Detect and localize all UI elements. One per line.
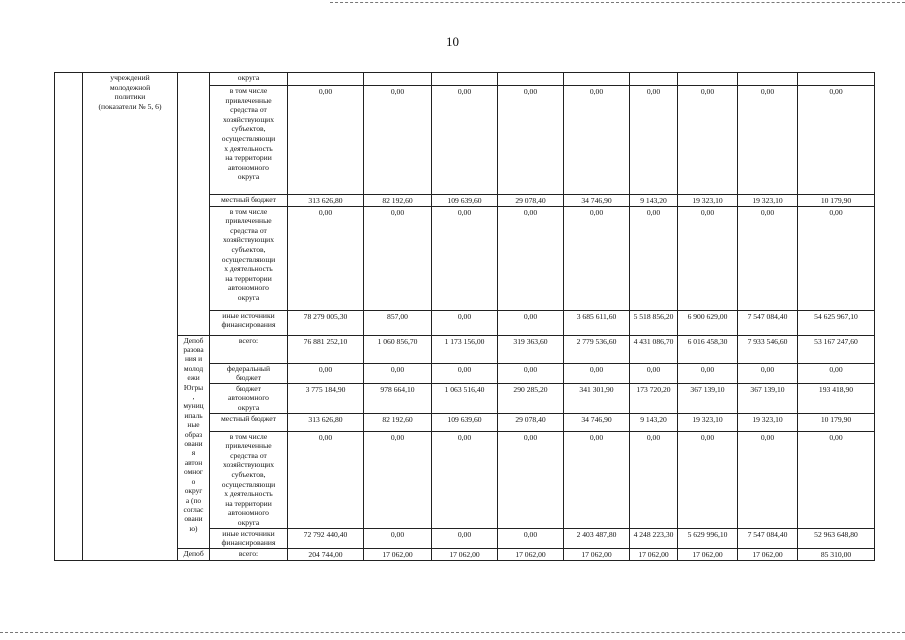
funding-source-label: всего:	[238, 335, 259, 345]
value-cell	[630, 383, 678, 413]
funding-source-cell	[210, 73, 288, 86]
value-cell	[630, 86, 678, 195]
value-text: 9 143,20	[640, 196, 667, 205]
value-cell	[564, 413, 630, 431]
funding-source-cell	[210, 363, 288, 383]
value-text: 76 881 252,10	[303, 336, 348, 346]
value-cell	[678, 383, 738, 413]
value-cell	[364, 73, 432, 86]
value-cell	[364, 86, 432, 195]
value-cell	[738, 548, 798, 560]
program-name-cell	[83, 73, 178, 561]
value-text: 19 323,10	[752, 196, 783, 205]
value-cell	[738, 310, 798, 335]
value-text: 0,00	[390, 364, 405, 374]
value-cell	[798, 310, 875, 335]
value-text: 0,00	[589, 432, 604, 442]
value-text: 7 933 546,60	[747, 336, 788, 346]
funding-source-cell	[210, 528, 288, 548]
value-cell	[498, 206, 564, 310]
value-cell	[498, 528, 564, 548]
value-cell	[630, 206, 678, 310]
value-cell	[364, 548, 432, 560]
value-text: 9 143,20	[640, 414, 667, 424]
value-cell	[498, 431, 564, 528]
value-cell	[288, 431, 364, 528]
value-cell	[630, 335, 678, 363]
funding-source-label: местный бюджет	[220, 195, 277, 204]
number-column-cell	[55, 73, 83, 561]
value-text: 10 179,90	[820, 196, 852, 205]
value-cell	[432, 310, 498, 335]
value-text: 0,00	[523, 311, 538, 321]
value-text: 19 323,10	[692, 196, 723, 205]
executor-cell-youth-dept	[178, 335, 210, 548]
value-cell	[630, 528, 678, 548]
value-text: 0,00	[457, 207, 472, 217]
value-text: 0,00	[646, 87, 661, 96]
value-cell	[432, 206, 498, 310]
value-cell	[738, 195, 798, 207]
value-text: 0,00	[760, 432, 775, 442]
executor-label: Депоб разова ния и молод ежи Югры , муниц ипаль ные образ овани я автон омног о округ а (по соглас овани ю)	[183, 335, 204, 533]
value-text: 34 746,90	[581, 196, 612, 205]
value-cell	[288, 73, 364, 86]
value-text: 0,00	[589, 207, 604, 217]
value-text: 319 363,60	[513, 336, 548, 346]
value-cell	[498, 413, 564, 431]
table-row	[55, 548, 875, 560]
value-text: 19 323,10	[692, 414, 723, 424]
value-cell	[630, 363, 678, 383]
value-text: 0,00	[829, 207, 843, 217]
value-text: 0,00	[523, 529, 538, 539]
value-cell	[288, 548, 364, 560]
value-text: 0,00	[760, 87, 775, 96]
value-cell	[498, 363, 564, 383]
value-text: 17 062,00	[638, 549, 669, 559]
value-cell	[738, 335, 798, 363]
value-text: 173 720,20	[636, 384, 671, 394]
funding-source-label: бюджет автономного округа	[228, 383, 269, 412]
value-text: 4 248 223,30	[633, 529, 674, 539]
value-cell	[678, 528, 738, 548]
value-cell	[564, 195, 630, 207]
value-text: 5 629 996,10	[687, 529, 728, 539]
funding-source-label: иные источники финансирования	[221, 528, 276, 548]
value-cell	[564, 206, 630, 310]
value-cell	[564, 431, 630, 528]
value-text: 0,00	[523, 432, 538, 442]
executor-cell-continued	[178, 73, 210, 336]
value-cell	[678, 431, 738, 528]
value-cell	[738, 431, 798, 528]
value-text: 0,00	[760, 207, 775, 217]
value-cell	[564, 363, 630, 383]
value-text: 1 063 516,40	[444, 384, 485, 394]
value-text: 0,00	[700, 207, 715, 217]
value-cell	[738, 73, 798, 86]
value-text: 978 664,10	[380, 384, 415, 394]
value-text: 0,00	[646, 432, 661, 442]
value-cell	[432, 383, 498, 413]
value-text: 19 323,10	[752, 414, 783, 424]
funding-source-label: в том числе привлеченные средства от хозяйствующих субъектов, осуществляющи х деятельность на территории автономного округа	[221, 431, 276, 527]
value-text: 53 167 247,60	[814, 336, 858, 346]
value-text: 0,00	[523, 87, 538, 96]
scan-artifact-bottom	[0, 632, 905, 633]
funding-source-cell	[210, 86, 288, 195]
value-cell	[364, 413, 432, 431]
table-row	[55, 335, 875, 363]
value-text: 17 062,00	[692, 549, 723, 559]
value-text: 2 403 487,80	[576, 529, 617, 539]
value-text: 2 779 536,60	[576, 336, 617, 346]
value-text: 367 139,10	[690, 384, 725, 394]
value-text: 29 078,40	[515, 196, 546, 205]
value-text: 0,00	[646, 364, 661, 374]
table-row	[55, 73, 875, 86]
value-text: 193 418,90	[818, 384, 854, 394]
value-text: 0,00	[318, 364, 333, 374]
page-number: 10	[446, 34, 459, 49]
value-cell	[678, 195, 738, 207]
funding-source-cell	[210, 413, 288, 431]
value-cell	[498, 383, 564, 413]
value-cell	[364, 431, 432, 528]
value-text: 313 626,80	[308, 196, 343, 205]
value-cell	[630, 413, 678, 431]
value-cell	[798, 548, 875, 560]
value-text: 6 016 458,30	[687, 336, 728, 346]
value-cell	[564, 335, 630, 363]
value-cell	[288, 206, 364, 310]
value-cell	[798, 86, 875, 195]
scan-artifact-top	[330, 2, 905, 3]
value-text: 341 301,90	[579, 384, 614, 394]
value-text: 52 963 648,80	[814, 529, 858, 539]
value-text: 17 062,00	[752, 549, 783, 559]
value-cell	[364, 335, 432, 363]
funding-source-label: федеральный бюджет	[226, 363, 271, 383]
value-text: 367 139,10	[750, 384, 785, 394]
value-cell	[498, 73, 564, 86]
value-cell	[288, 86, 364, 195]
value-text: 290 285,20	[513, 384, 548, 394]
funding-source-cell	[210, 206, 288, 310]
value-cell	[564, 310, 630, 335]
value-cell	[498, 335, 564, 363]
value-cell	[564, 528, 630, 548]
value-cell	[288, 195, 364, 207]
funding-source-cell	[210, 195, 288, 207]
value-cell	[678, 413, 738, 431]
value-text: 109 639,60	[447, 414, 482, 424]
value-cell	[288, 335, 364, 363]
value-cell	[798, 413, 875, 431]
value-cell	[432, 528, 498, 548]
value-cell	[364, 383, 432, 413]
value-text: 0,00	[457, 311, 472, 321]
value-cell	[364, 310, 432, 335]
value-text: 0,00	[457, 364, 472, 374]
funding-source-cell	[210, 431, 288, 528]
value-cell	[798, 528, 875, 548]
value-text: 857,00	[387, 311, 408, 321]
value-text: 313 626,80	[308, 414, 343, 424]
funding-source-label: округа	[237, 73, 260, 82]
value-text: 0,00	[589, 87, 604, 96]
value-text: 0,00	[523, 364, 538, 374]
value-text: 7 547 084,40	[747, 311, 788, 321]
value-cell	[738, 413, 798, 431]
value-text: 5 518 856,20	[633, 311, 674, 321]
value-cell	[630, 310, 678, 335]
value-text: 0,00	[318, 432, 333, 442]
value-text: 4 431 086,70	[633, 336, 674, 346]
value-cell	[678, 363, 738, 383]
value-text: 0,00	[318, 87, 333, 96]
value-cell	[432, 431, 498, 528]
value-cell	[678, 86, 738, 195]
value-text: 17 062,00	[581, 549, 612, 559]
value-cell	[798, 335, 875, 363]
value-cell	[288, 363, 364, 383]
value-text: 0,00	[829, 364, 843, 374]
funding-source-cell	[210, 335, 288, 363]
value-cell	[798, 431, 875, 528]
value-cell	[798, 195, 875, 207]
value-text: 1 060 856,70	[377, 336, 418, 346]
value-text: 0,00	[700, 87, 715, 96]
value-text: 82 192,60	[382, 414, 413, 424]
value-cell	[364, 363, 432, 383]
value-text: 0,00	[390, 529, 405, 539]
value-cell	[432, 413, 498, 431]
value-cell	[738, 206, 798, 310]
value-text: 0,00	[700, 364, 715, 374]
value-cell	[678, 206, 738, 310]
value-cell	[630, 431, 678, 528]
value-text: 0,00	[457, 432, 472, 442]
value-cell	[564, 86, 630, 195]
value-text: 34 746,90	[581, 414, 612, 424]
value-cell	[678, 310, 738, 335]
value-text: 85 310,00	[820, 549, 852, 559]
value-cell	[738, 383, 798, 413]
funding-source-label: иные источники финансирования	[221, 310, 276, 330]
value-text: 17 062,00	[515, 549, 546, 559]
value-cell	[678, 73, 738, 86]
value-cell	[364, 206, 432, 310]
value-cell	[432, 73, 498, 86]
value-cell	[498, 86, 564, 195]
value-text: 72 792 440,40	[303, 529, 348, 539]
value-cell	[798, 206, 875, 310]
value-cell	[364, 195, 432, 207]
value-text: 0,00	[390, 87, 405, 96]
value-cell	[630, 548, 678, 560]
value-text: 109 639,60	[447, 196, 482, 205]
value-cell	[432, 86, 498, 195]
funding-source-label: в том числе привлеченные средства от хозяйствующих субъектов, осуществляющи х деятельность на территории автономного округа	[221, 206, 276, 302]
funding-source-label: местный бюджет	[220, 413, 277, 423]
value-cell	[798, 363, 875, 383]
value-cell	[564, 383, 630, 413]
value-text: 17 062,00	[382, 549, 413, 559]
value-text: 0,00	[700, 432, 715, 442]
budget-table	[54, 72, 875, 561]
value-text: 3 685 611,60	[576, 311, 617, 321]
value-cell	[798, 383, 875, 413]
value-cell	[364, 528, 432, 548]
value-text: 0,00	[829, 87, 843, 96]
value-cell	[432, 363, 498, 383]
value-text: 0,00	[523, 207, 538, 217]
value-text: 0,00	[646, 207, 661, 217]
value-text: 0,00	[318, 207, 333, 217]
program-name-label: учреждений молодежной политики (показатели № 5, 6)	[98, 73, 162, 111]
value-cell	[738, 363, 798, 383]
value-cell	[678, 335, 738, 363]
value-cell	[288, 310, 364, 335]
value-cell	[432, 335, 498, 363]
value-cell	[288, 413, 364, 431]
funding-source-cell	[210, 383, 288, 413]
value-cell	[564, 548, 630, 560]
funding-source-label: всего:	[238, 548, 259, 558]
value-cell	[288, 528, 364, 548]
value-text: 17 062,00	[449, 549, 480, 559]
value-text: 6 900 629,00	[687, 311, 728, 321]
executor-cell-next	[178, 548, 210, 560]
value-cell	[564, 73, 630, 86]
value-cell	[288, 383, 364, 413]
value-text: 7 547 084,40	[747, 529, 788, 539]
value-text: 29 078,40	[515, 414, 546, 424]
value-cell	[498, 195, 564, 207]
value-text: 0,00	[457, 529, 472, 539]
funding-source-cell	[210, 310, 288, 335]
executor-label: Депоб	[183, 548, 204, 558]
funding-source-label: в том числе привлеченные средства от хозяйствующих субъектов, осуществляющи х деятельность на территории автономного округа	[221, 86, 276, 182]
funding-source-cell	[210, 548, 288, 560]
value-text: 0,00	[390, 207, 405, 217]
value-cell	[738, 86, 798, 195]
value-text: 0,00	[829, 432, 843, 442]
value-cell	[432, 195, 498, 207]
value-cell	[630, 73, 678, 86]
value-text: 3 775 184,90	[305, 384, 346, 394]
value-cell	[798, 73, 875, 86]
value-cell	[678, 548, 738, 560]
value-text: 54 625 967,10	[814, 311, 858, 321]
value-cell	[498, 548, 564, 560]
value-text: 78 279 005,30	[303, 311, 348, 321]
value-cell	[738, 528, 798, 548]
value-cell	[630, 195, 678, 207]
value-cell	[498, 310, 564, 335]
value-text: 0,00	[390, 432, 405, 442]
value-text: 204 744,00	[308, 549, 343, 559]
value-text: 0,00	[760, 364, 775, 374]
value-text: 10 179,90	[820, 414, 852, 424]
value-text: 0,00	[457, 87, 472, 96]
value-text: 1 173 156,00	[444, 336, 485, 346]
value-text: 0,00	[589, 364, 604, 374]
value-cell	[432, 548, 498, 560]
value-text: 82 192,60	[382, 196, 413, 205]
